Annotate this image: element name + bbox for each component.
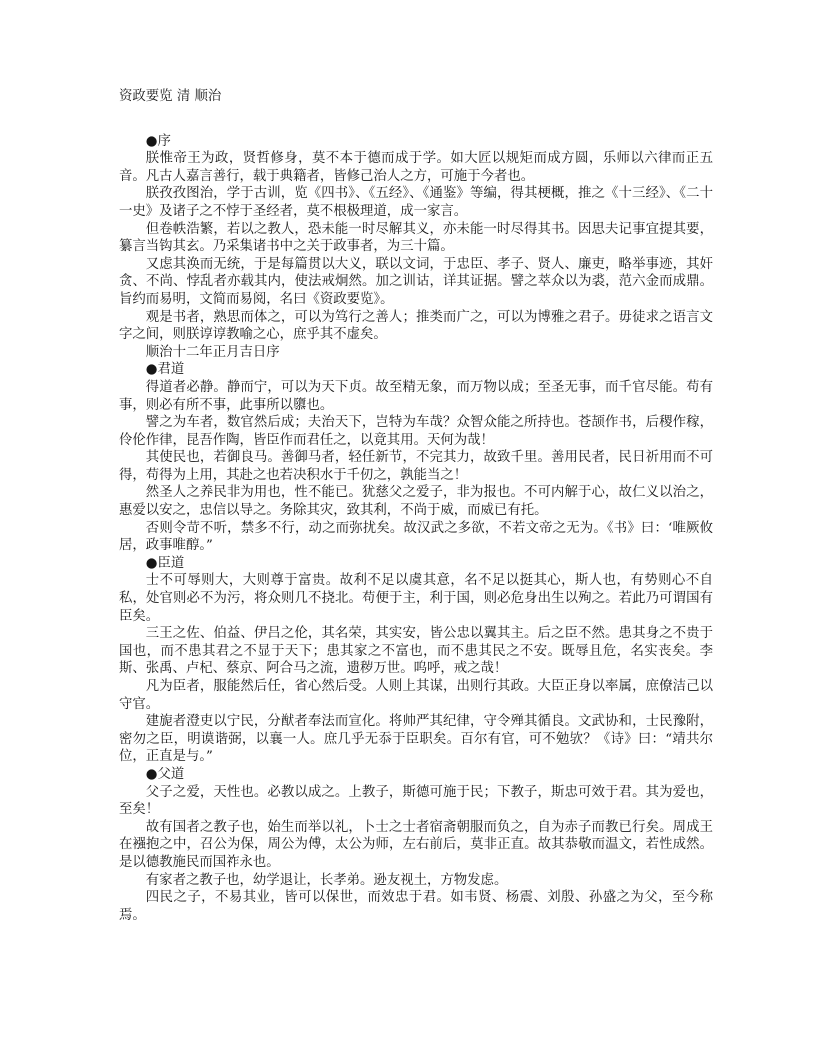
paragraph: 朕孜孜图治，学于古训，览《四书》、《五经》、《通鉴》等编，得其梗概，推之《十三经》、《二十一史》及诸子之不悖于圣经者，莫不根极理道，成一家言。 <box>119 186 713 219</box>
paragraph: 又虑其涣而无统，于是每篇贯以大义，联以文词，于忠臣、孝子、贤人、廉吏，略举事迹，其奸贪、不尚、悖乱者亦载其内，使法戒炯然。加之训诂，详其证据。譬之萃众以为裘，范六金而成鼎。旨约而易明，文简而易阅，名曰《资政要览》。 <box>119 256 713 307</box>
paragraph: 故有国者之教子也，始生而举以礼，卜士之士者宿斋朝服而负之，自为赤子而教已行矣。周成王在襁抱之中，召公为保，周公为傅，太公为师，左右前后，莫非正直。故其恭敬而温文，若性成然。是以德教施民而国祚永也。 <box>119 819 713 870</box>
paragraph: 四民之子，不易其业，皆可以保世，而效忠于君。如韦贤、杨震、刘殷、孙盛之为父，至今称焉。 <box>119 890 713 923</box>
document-content <box>119 88 713 924</box>
paragraph: 父子之爱，天性也。必教以成之。上教子，斯德可施于民；下教子，斯忠可效于君。其为爱也，至矣！ <box>119 784 713 818</box>
section-heading-ruler <box>119 361 713 379</box>
section-preface <box>119 133 713 362</box>
bullet-icon: ● <box>145 555 158 571</box>
paragraph: 有家者之教子也，幼学退让，长孝弟。逊友视土，方物发虑。 <box>145 872 508 888</box>
paragraph: 建旎者澄吏以宁民，分猷者奉法而宣化。将帅严其纪律，守令殚其循良。文武协和，士民豫附，密勿之臣，明谟谐弼，以襄一人。庶几乎无忝于臣职矣。百尔有官，可不勉欤？《诗》曰：“靖共尔位，正直是与。” <box>119 714 713 765</box>
paragraph: 三王之佐、伯益、伊吕之伦，其名荣，其实安，皆公忠以翼其主。后之臣不然。患其身之不贵于国也，而不患其君之不显于天下；患其家之不富也，而不患其民之不安。既辱且危，名实丧矣。李斯、张禹、卢杞、蔡京、阿合马之流，遗秽万世。呜呼，戒之哉！ <box>119 626 713 677</box>
paragraph: 譬之为车者，数官然后成；夫治天下，岂特为车哉？众智众能之所持也。苍颉作书，后稷作稼，伶伦作律，昆吾作陶，皆臣作而君任之，以竟其用。天何为哉！ <box>119 415 713 448</box>
paragraph: 士不可辱则大，大则尊于富贵。故利不足以虞其意，名不足以挺其心，斯人也，有势则心不自私，处官则必不为污，将众则几不挠北。苟便于主，利于国，则必危身出生以殉之。若此乃可谓国有臣矣。 <box>119 573 713 624</box>
date-line: 顺治十二年正月吉日序 <box>145 344 280 360</box>
section-heading-minister <box>119 555 713 573</box>
paragraph: 否则令苛不听，禁多不行，动之而弥扰矣。故汉武之多欲，不若文帝之无为。《书》曰：‘唯厥攸居，政事唯醇。” <box>119 520 713 554</box>
paragraph: 凡为臣者，服能然后任，省心然后受。人则上其谋，出则行其政。大臣正身以率属，庶僚洁己以守官。 <box>119 679 713 712</box>
section-heading-label: 序 <box>157 133 171 149</box>
paragraph: 其使民也，若御良马。善御马者，轻任新节，不完其力，故致千里。善用民者，民日祈用而不可得，苟得为上用，其赴之也若决积水于千仞之，孰能当之！ <box>119 450 713 483</box>
paragraph: 得道者必静。静而宁，可以为天下贞。故至精无象，而万物以成；至圣无事，而千官尽能。苟有事，则必有所不事，此事所以隳也。 <box>119 379 713 413</box>
paragraph: 然圣人之养民非为用也，性不能已。犹慈父之爱子，非为报也。不可内解于心，故仁义以治之，惠爱以安之，忠信以导之。务除其灾，致其利，不尚于威，而威已有托。 <box>119 485 713 519</box>
section-heading-label: 君道 <box>157 362 185 378</box>
bullet-icon: ● <box>145 133 158 149</box>
section-way-of-ruler <box>119 361 713 555</box>
section-way-of-minister <box>119 555 713 766</box>
section-way-of-father <box>119 766 713 924</box>
document-title: 资政要览 清 顺治 <box>119 89 222 104</box>
section-heading-preface <box>119 133 713 151</box>
section-heading-father <box>119 766 713 784</box>
section-heading-label: 父道 <box>157 766 185 782</box>
paragraph: 朕惟帝王为政，贤哲修身，莫不本于德而成于学。如大匠以规矩而成方圆，乐师以六律而正五音。凡古人嘉言善行，载于典籍者，皆修己治人之方，可施于今者也。 <box>119 151 713 184</box>
section-heading-label: 臣道 <box>157 555 185 571</box>
bullet-icon: ● <box>145 362 158 378</box>
bullet-icon: ● <box>145 766 158 782</box>
paragraph: 但卷帙浩繁，若以之教人，恐未能一时尽解其义，亦未能一时尽得其书。因思夫记事宜提其要，纂言当钩其玄。乃采集诸书中之关于政事者，为三十篇。 <box>119 221 713 255</box>
paragraph: 观是书者，熟思而体之，可以为笃行之善人；推类而广之，可以为博雅之君子。毋徒求之语言文字之间，则朕谆谆教喻之心，庶乎其不虚矣。 <box>119 309 713 343</box>
